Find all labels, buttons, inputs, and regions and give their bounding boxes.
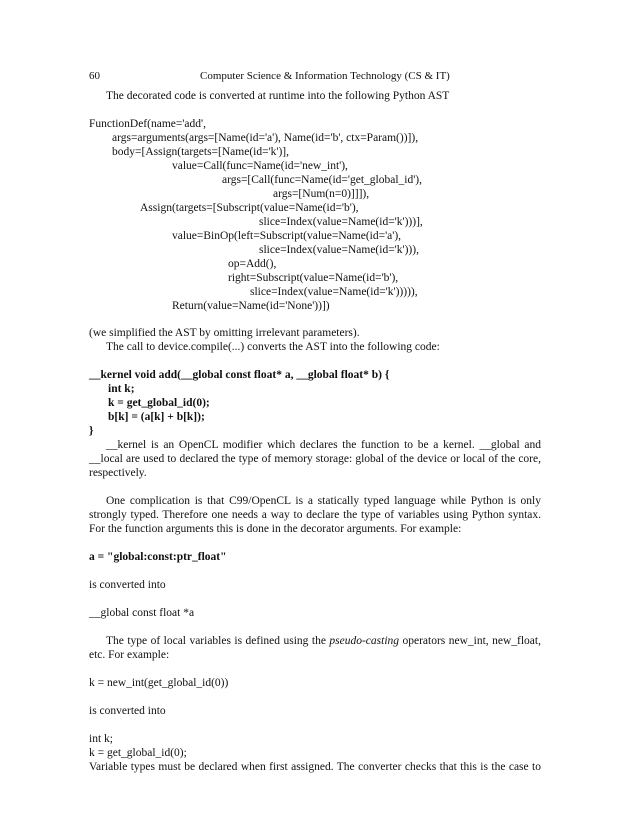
ast-line: slice=Index(value=Name(id='k')))], [259, 216, 423, 228]
kernel-line: __kernel void add(__global const float* a, __global float* b) { [89, 369, 390, 381]
paragraph-line: For the function arguments this is done in the decorator arguments. For example: [89, 523, 462, 535]
example-declaration: a = "global:const:ptr_float" [89, 551, 227, 563]
ast-line: body=[Assign(targets=[Name(id='k')], [112, 146, 290, 158]
intro-sentence: The decorated code is converted at runtime into the following Python AST [106, 90, 450, 102]
example-result: __global const float *a [89, 607, 195, 619]
paragraph-line [106, 634, 541, 648]
kernel-line: k = get_global_id(0); [108, 397, 210, 409]
text-fragment: The type of local variables is defined using the [106, 635, 330, 647]
ast-line: op=Add(), [228, 258, 277, 270]
ast-line: Assign(targets=[Subscript(value=Name(id='b'), [140, 202, 359, 214]
kernel-line: } [89, 425, 94, 437]
kernel-line: int k; [108, 383, 135, 395]
paragraph-line: One complication is that C99/OpenCL is a statically typed language while Python is only [106, 495, 541, 507]
ast-line: args=[Num(n=0)]]]), [273, 188, 370, 200]
paragraph-line: __local are used to declared the type of memory storage: global of the device or local of the core, [89, 453, 541, 465]
ast-line: Return(value=Name(id='None'))]) [172, 300, 330, 312]
ast-line: slice=Index(value=Name(id='k'))))), [250, 286, 418, 298]
ast-line: args=[Call(func=Name(id='get_global_id'), [222, 174, 422, 186]
paragraph-line: strongly typed. Therefore one needs a way to declare the type of variables using Python syntax. [89, 509, 541, 521]
paragraph-line: __kernel is an OpenCL modifier which declares the function to be a kernel. __global and [106, 439, 541, 451]
ast-line: args=arguments(args=[Name(id='a'), Name(id='b', ctx=Param())]), [112, 132, 419, 144]
ast-line: value=BinOp(left=Subscript(value=Name(id='a'), [172, 230, 402, 242]
kernel-line: b[k] = (a[k] + b[k]); [108, 411, 205, 423]
simplified-note: (we simplified the AST by omitting irrelevant parameters). [89, 327, 360, 339]
paragraph-line: Variable types must be declared when first assigned. The converter checks that this is the case to [89, 761, 541, 773]
page-number: 60 [89, 70, 100, 82]
running-title: Computer Science & Information Technology (CS & IT) [200, 70, 450, 82]
text-fragment: operators new_int, new_float, [399, 635, 541, 647]
example-new-int: k = new_int(get_global_id(0)) [89, 677, 229, 689]
emphasis-text: pseudo-casting [329, 635, 400, 647]
result-line: k = get_global_id(0); [89, 747, 187, 759]
compile-note: The call to device.compile(...) converts the AST into the following code: [106, 341, 440, 353]
ast-line: right=Subscript(value=Name(id='b'), [228, 272, 399, 284]
result-line: int k; [89, 733, 113, 745]
ast-line: slice=Index(value=Name(id='k'))), [259, 244, 419, 256]
paragraph-line: etc. For example: [89, 649, 170, 661]
ast-line: value=Call(func=Name(id='new_int'), [172, 160, 348, 172]
converted-into-text: is converted into [89, 579, 166, 591]
paragraph-line: respectively. [89, 467, 147, 479]
converted-into-text: is converted into [89, 705, 166, 717]
ast-line: FunctionDef(name='add', [89, 118, 206, 130]
